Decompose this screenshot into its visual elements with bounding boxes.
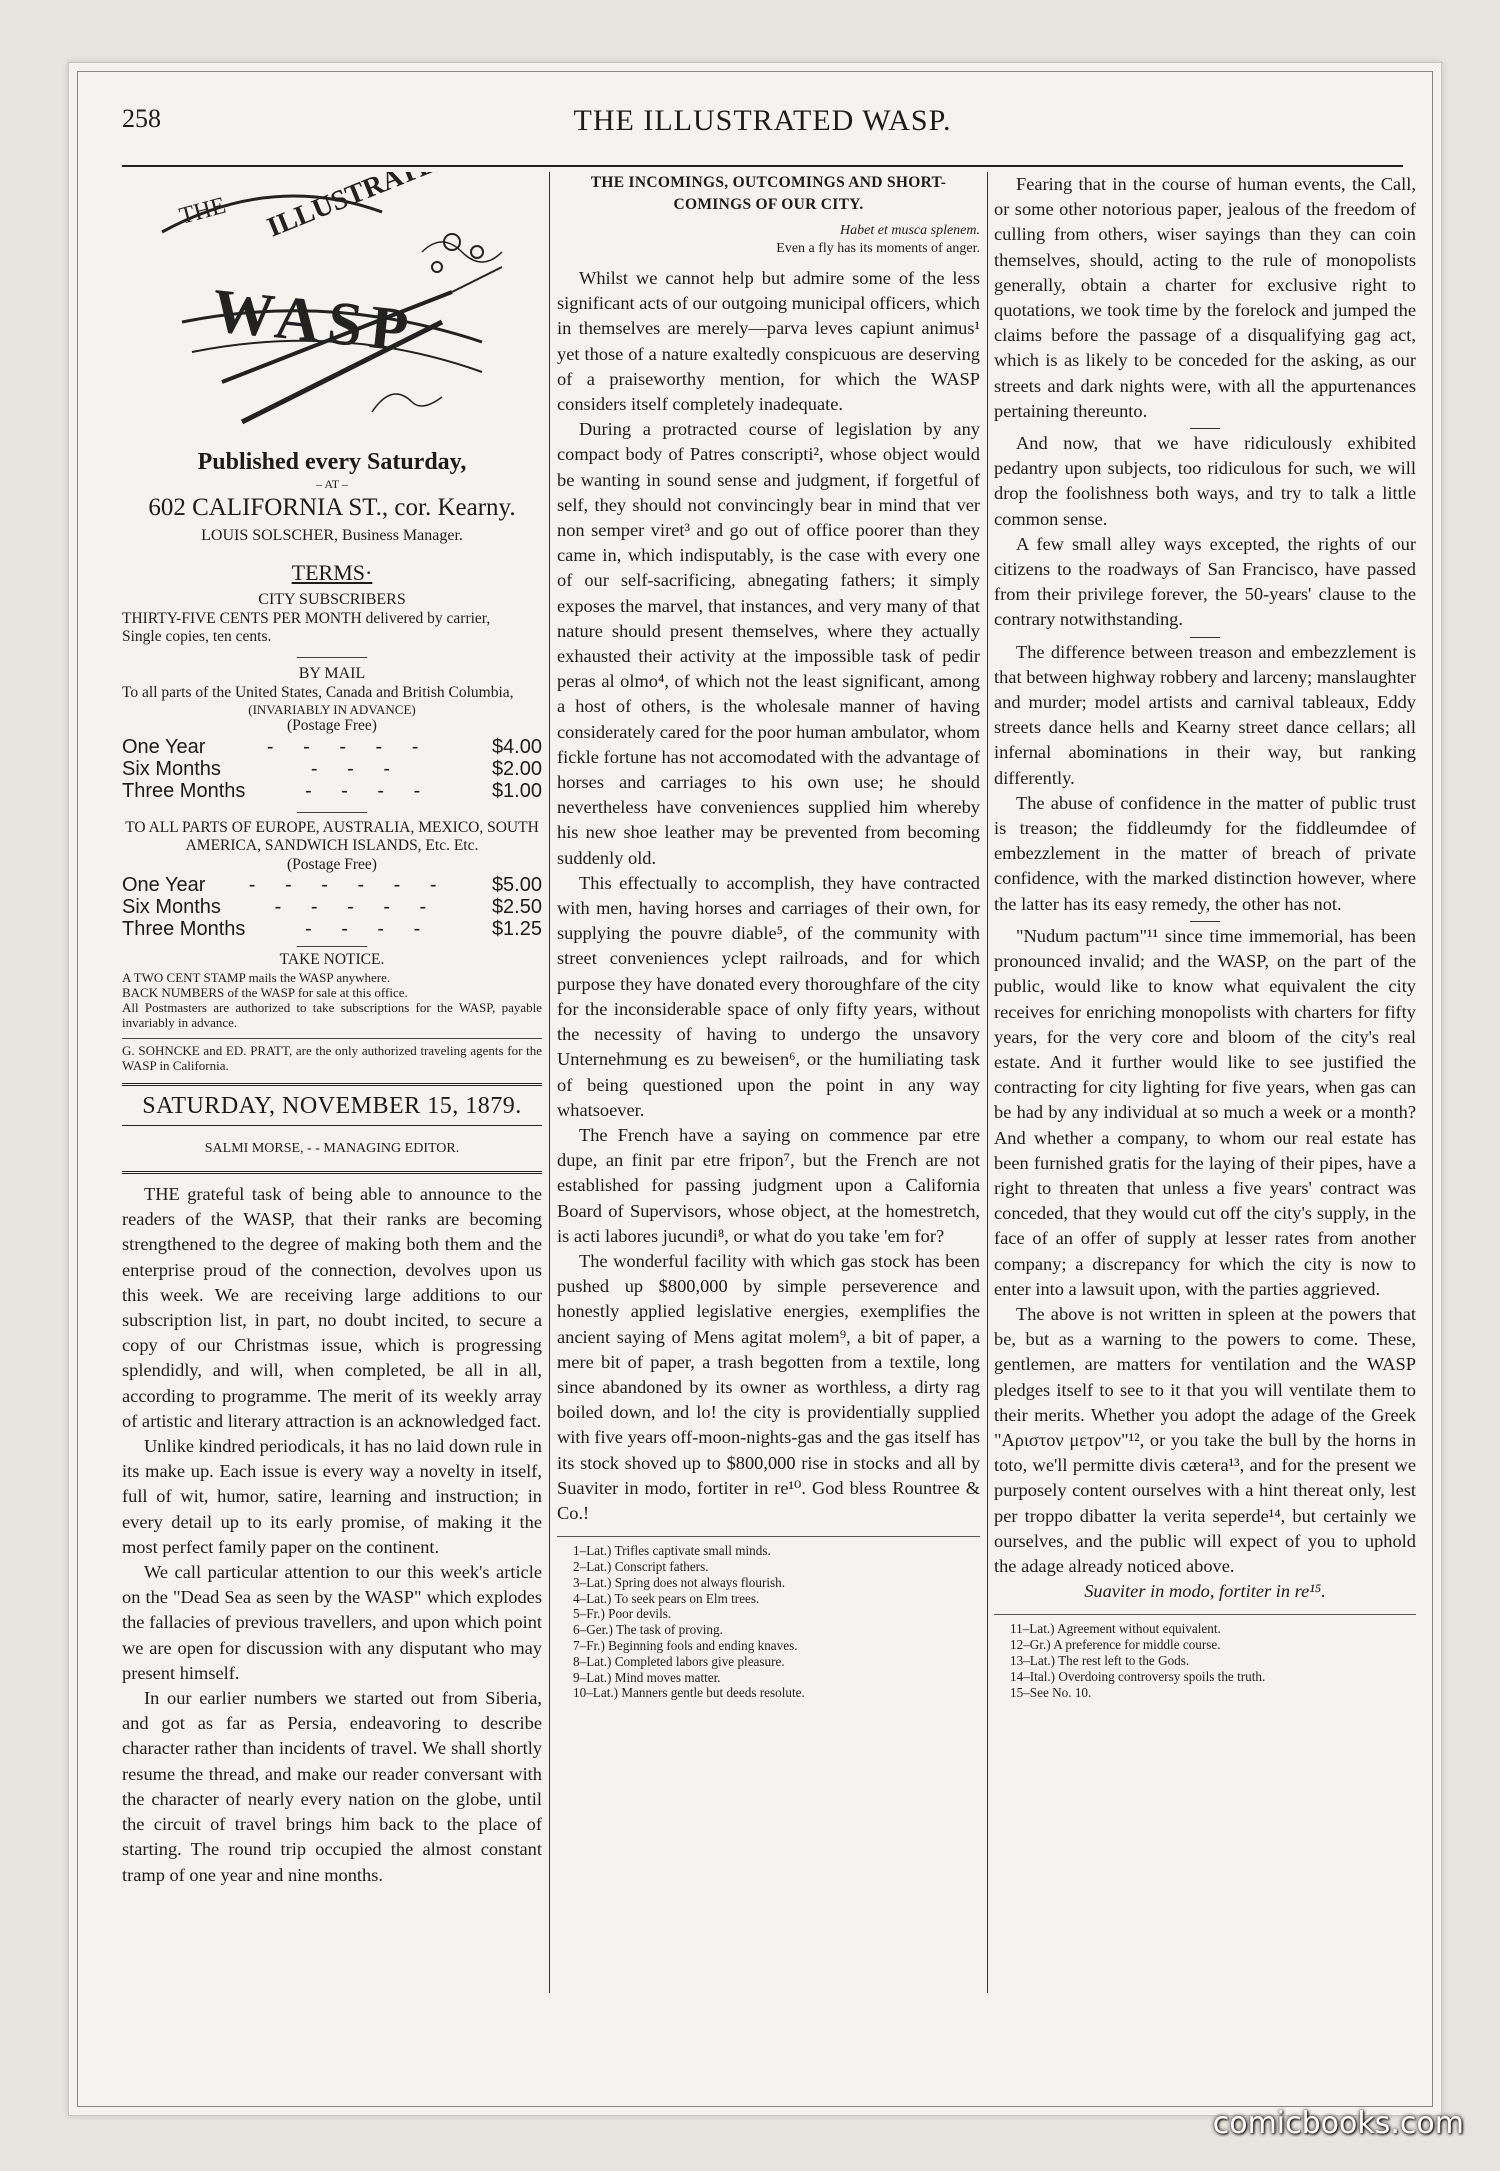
- footnote: 8–Lat.) Completed labors give pleasure.: [573, 1653, 785, 1669]
- rate-price: $2.50: [491, 896, 542, 919]
- paragraph: This effectually to accomplish, they have contracted with men, having horses and carriages of their own, for supplying the pouvre diable⁵, of the community with street conveniences yclept railroads, and for which purpose they have donated every thoroughfare of the city for the inconsiderable space of only fifty years, without the necessity of having to undergo the unsavory Unternehmung es zu beweisen⁶, or the humiliating task of being questioned upon the point in any way whatsoever.: [557, 872, 980, 1120]
- motto-english: Even a fly has its moments of anger.: [776, 241, 980, 256]
- column-rule: [549, 172, 550, 1993]
- rate-label: One Year: [122, 735, 206, 758]
- footnote: 15–See No. 10.: [1010, 1684, 1092, 1700]
- paragraph: The French have a saying on commence par etre dupe, an finit par etre fripon⁷, but the French are not established for passing judgment upon a California Board of Supervisors, whose object, at the homestretch, is acti labores jucundi⁸, or what do you take 'em for?: [557, 1124, 980, 1246]
- postage-free-2: (Postage Free): [287, 855, 377, 873]
- section-separator: [1190, 428, 1220, 429]
- footnote: 12–Gr.) A preference for middle course.: [1010, 1637, 1221, 1653]
- city-line-2: Single copies, ten cents.: [122, 628, 272, 646]
- paragraph: Fearing that in the course of human events, the Call, or some other notorious paper, jealous of the freedom of culling from others, wiser sayings than they can coin themselves, should, acting to the rule of monopolists generally, obtain a charter for exclusive right to quotations, we took time by the forelock and jumped the claims before the passage of a disqualifying gag act, which is as likely to be conceded for the asking, as our streets and dark nights were, with all the appurtenances pertaining thereunto.: [994, 174, 1416, 421]
- rate-dots: - - - -: [305, 779, 433, 802]
- by-mail-heading: BY MAIL: [298, 664, 366, 682]
- managing-editor: SALMI MORSE, - - MANAGING EDITOR.: [204, 1140, 460, 1156]
- column-rule: [987, 172, 988, 1993]
- city-subscribers-heading: CITY SUBSCRIBERS: [258, 590, 406, 608]
- rates-foreign: [122, 874, 542, 940]
- city-line-1: THIRTY-FIVE CENTS PER MONTH delivered by carrier,: [122, 609, 491, 627]
- rate-row: [122, 736, 542, 758]
- header-rule: [122, 165, 1403, 167]
- watermark: comicbooks.com: [1212, 2106, 1464, 2141]
- at-line: – AT –: [316, 477, 348, 492]
- take-notice-heading: TAKE NOTICE.: [279, 951, 385, 969]
- paragraph: The abuse of confidence in the matter of public trust is treason; the fiddleumdy for the fiddleumdee of embezzlement in the matter of breach of private confidence, with the marked distinction however, where the latter has its easy remedy, the other has not.: [994, 792, 1416, 914]
- page-title: THE ILLUSTRATED WASP.: [573, 104, 952, 137]
- rate-dots: - - - - -: [266, 735, 431, 758]
- footnote: 6–Ger.) The task of proving.: [573, 1622, 723, 1638]
- article-body-continued: [994, 172, 1416, 1579]
- paragraph: The wonderful facility with which gas stock has been pushed up $800,000 by simple perseverence and honestly applied legislative energies, exemplifies the ancient saying of Mens agitat molem⁹, a bit of paper, a mere bit of paper, a trash begotten from a textile, long since abandoned by its owner as worthless, a dirty rag boiled down, and lo! the city is providentially supplied with five years off-moon-nights-gas and the gas itself has its stock shoved up to $800,000 rise in stocks and all by Suaviter in modo, fortiter in re¹⁰. God bless Rountree & Co.!: [557, 1250, 980, 1523]
- rate-dots: - - - - -: [274, 896, 439, 919]
- issue-date: SATURDAY, NOVEMBER 15, 1879.: [142, 1092, 522, 1119]
- rate-price: $4.00: [491, 735, 542, 758]
- footnote: 5–Fr.) Poor devils.: [573, 1606, 672, 1622]
- rate-label: Six Months: [122, 757, 221, 780]
- column-article-continued: [994, 172, 1416, 1700]
- column-article: [557, 172, 980, 1701]
- footnote: 4–Lat.) To seek pears on Elm trees.: [573, 1590, 760, 1606]
- divider: [122, 1125, 542, 1126]
- agents-notice: G. SOHNCKE and ED. PRATT, are the only authorized traveling agents for the WASP in California.: [122, 1042, 542, 1073]
- rate-price: $1.25: [491, 918, 542, 941]
- paragraph: In our earlier numbers we started out from Siberia, and got as far as Persia, endeavoring to describe character rather than incidents of travel. We shall shortly resume the thread, and make our reader conversant with the character of nearly every nation on the globe, until the circuit of travel brings him back to the place of starting. The round trip occupied the almost constant tramp of one year and nine months.: [122, 1688, 542, 1885]
- page-number: 258: [122, 104, 161, 133]
- rate-label: Three Months: [122, 918, 246, 941]
- rate-row: [122, 918, 542, 940]
- footnotes-11-15: [994, 1614, 1416, 1700]
- notice-line: All Postmasters are authorized to take subscriptions for the WASP, payable invariably in advance.: [122, 999, 542, 1030]
- footnote: 10–Lat.) Manners gentle but deeds resolute.: [573, 1685, 805, 1701]
- mail-line: To all parts of the United States, Canada and British Columbia,: [122, 683, 514, 701]
- rate-price: $1.00: [491, 779, 542, 802]
- paragraph: And now, that we have ridiculously exhibited pedantry upon subjects, too ridiculous for such, we will drop the foolishness both ways, and try to talk a little common sense.: [994, 433, 1416, 529]
- terms-heading: TERMS·: [291, 560, 373, 586]
- footnote: 14–Ital.) Overdoing controversy spoils the truth.: [1010, 1668, 1266, 1684]
- footnote: 7–Fr.) Beginning fools and ending knaves.: [573, 1637, 798, 1653]
- editorial-body: [122, 1182, 542, 1888]
- postage-free-1: (Postage Free): [287, 717, 377, 735]
- footnote: 13–Lat.) The rest left to the Gods.: [1010, 1652, 1190, 1668]
- rate-row: [122, 758, 542, 780]
- footnote: 9–Lat.) Mind moves matter.: [573, 1669, 721, 1685]
- paragraph: We call particular attention to our this week's article on the "Dead Sea as seen by the WASP" which explodes the fallacies of previous travellers, and upon which point we are open for discussion with any disputant who may present himself.: [122, 1562, 542, 1683]
- notice-line: BACK NUMBERS of the WASP for sale at this office.: [122, 984, 408, 1000]
- logo-the-text: THE: [176, 192, 229, 230]
- divider: [297, 657, 367, 658]
- footnotes-1-10: [557, 1536, 980, 1701]
- notice-lines: [122, 970, 542, 1030]
- rate-row: [122, 896, 542, 918]
- article-title: THE INCOMINGS, OUTCOMINGS AND SHORT-COMINGS OF OUR CITY.: [590, 174, 947, 213]
- divider: [297, 812, 367, 813]
- double-rule: [122, 1171, 542, 1174]
- double-rule: [122, 1083, 542, 1086]
- section-separator: [1190, 921, 1220, 922]
- section-separator: [1190, 637, 1220, 638]
- rate-price: $5.00: [491, 874, 542, 897]
- paragraph: Unlike kindred periodicals, it has no laid down rule in its make up. Each issue is every way a novelty in itself, full of wit, humor, satire, learning and instruction; in every detail up to its early promise, of making it the most perfect family paper on the continent.: [122, 1436, 542, 1557]
- paragraph: "Nudum pactum"¹¹ since time immemorial, has been pronounced invalid; and the WASP, on the part of the public, would like to know what equivalent the city receives for enriching monopolists with charters for fifty years, for the very core and bloom of the city's real estate. And it further would like to see justified the contracting for city lighting for five years, when gas can be had by any individual at so much a week or a month? And whether a company, to whom our real estate has been furnished gratis for the laying of their pipes, have a right to threaten that unless a five years' contract was conceded, that they would cut off the city's supply, in the face of an offer of supply at lesser rates from another company; a discrepancy for which the city is now to enter into a lawsuit upon, with the parties aggrieved.: [994, 925, 1416, 1299]
- article-body: [557, 266, 980, 1526]
- article-motto: [557, 222, 980, 258]
- business-manager: LOUIS SOLSCHER, Business Manager.: [201, 527, 463, 545]
- wasp-logo: [122, 172, 542, 442]
- rate-dots: - - - - - -: [248, 874, 449, 897]
- rate-row: [122, 874, 542, 896]
- rate-label: Six Months: [122, 896, 221, 919]
- footnote: 3–Lat.) Spring does not always flourish.: [573, 1574, 786, 1590]
- rate-label: One Year: [122, 874, 206, 897]
- footnote: 1–Lat.) Trifles captivate small minds.: [573, 1543, 771, 1559]
- rate-label: Three Months: [122, 779, 246, 802]
- column-masthead: [122, 172, 542, 1888]
- paragraph: Whilst we cannot help but admire some of the less significant acts of our outgoing municipal officers, which in themselves are merely—parva leves capiunt animus¹ yet those of a nature exaltedly conspicuous are deserving of a praiseworthy mention, for which the WASP considers itself completely inadequate.: [557, 268, 980, 415]
- paragraph: The above is not written in spleen at the powers that be, but as a warning to the powers to come. These, gentlemen, are matters for ventilation and the WASP pledges itself to see to it that you will ventilate them to their merits. Whether you adopt the adage of the Greek "Αριστον μετρον"¹², or you take the bull by the horns in toto, we'll permitte divis cætera¹³, and for the present we purposely content ourselves with a hint thereat only, lest per troppo dibatter la verita seperde¹⁴, but certainly we ourselves, and the public will expect of you to uphold the adage already noticed above.: [994, 1303, 1416, 1576]
- motto-latin: Habet et musca splenem.: [840, 223, 980, 238]
- invariably-line: (INVARIABLY IN ADVANCE): [248, 702, 416, 718]
- notice-line: A TWO CENT STAMP mails the WASP anywhere.: [122, 969, 391, 985]
- rate-dots: - - - -: [305, 918, 433, 941]
- divider: [297, 946, 367, 947]
- wasp-logo-illustration: [122, 172, 542, 442]
- paragraph: A few small alley ways excepted, the rights of our citizens to the roadways of San Francisco, have passed from their privilege forever, the 50-years' clause to the contrary notwithstanding.: [994, 533, 1416, 630]
- paragraph: THE grateful task of being able to announce to the readers of the WASP, that their ranks are becoming strengthened to the degree of making both them and the enterprise proud of the connection, devolves upon us this week. We are receiving large additions to our subscription list, in part, no doubt incited, to secure a copy of our Christmas issue, which is progressing splendidly, and will, when completed, be all in all, according to programme. The merit of its weekly array of artistic and literary attraction is an acknowledged fact.: [122, 1184, 542, 1431]
- rates-domestic: [122, 736, 542, 802]
- paragraph: During a protracted course of legislation by any compact body of Patres conscripti², whose object would be wanting in sound sense and judgment, if forgetful of self, they should not convincingly bear in mind that ver non semper viret³ and go out of office poorer than they came in, which indisputably, is the case with every one of our self-sacrificing, abnegating fathers; it simply exposes the marvel, that instances, and very many of that nature should present themselves, where they actually exhausted their activity at the impossible task of pedir peras al olmo⁴, of which not the least significant, among a host of others, is the wholesale manner of having considerately cared for the poor human ambulator, whom fickle fortune has not accomodated with the advantage of horses and carriages to his own use; he should nevertheless have conveniences supplied him whereby his new shoe leather may be prevented from becoming suddenly old.: [557, 419, 980, 868]
- published-line: Published every Saturday,: [197, 449, 467, 475]
- footnote: 11–Lat.) Agreement without equivalent.: [1010, 1621, 1221, 1637]
- address: 602 CALIFORNIA ST., cor. Kearny.: [148, 494, 516, 522]
- logo-wasp-text: WASP: [209, 276, 420, 366]
- page-header: [122, 100, 1403, 150]
- rate-dots: - - -: [310, 757, 402, 780]
- europe-line: TO ALL PARTS OF EUROPE, AUSTRALIA, MEXICO, SOUTH AMERICA, SANDWICH ISLANDS, Etc. Etc.: [125, 818, 539, 855]
- paragraph: The difference between treason and embezzlement is that between highway robbery and larceny; manslaughter and murder; model artists and carnival tableaux, Eddy streets dance hells and Kearny street dance cellars; all infernal abominations in their way, but ranking differently.: [994, 641, 1416, 788]
- footnote: 2–Lat.) Conscript fathers.: [573, 1558, 709, 1574]
- divider: [122, 1038, 542, 1039]
- rate-price: $2.00: [491, 757, 542, 780]
- closing-motto: Suaviter in modo, fortiter in re¹⁵.: [1084, 1581, 1326, 1602]
- logo-banner-text: ILLUSTRATED: [263, 172, 459, 244]
- rate-row: [122, 780, 542, 802]
